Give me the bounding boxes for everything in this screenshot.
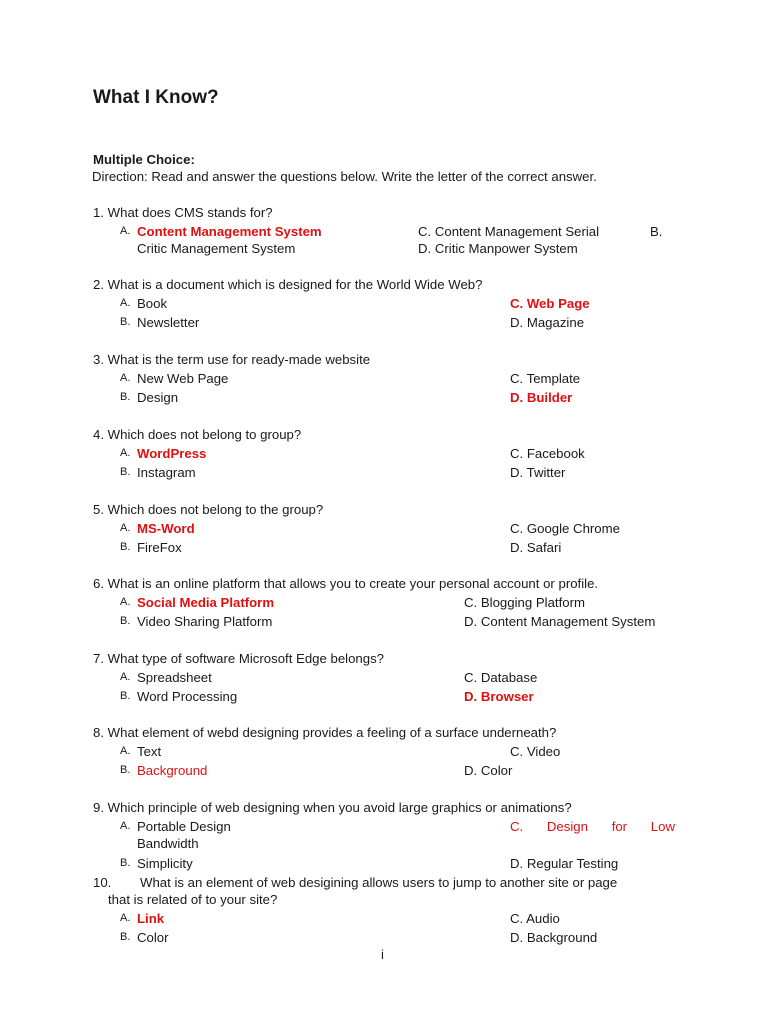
- q4-option-c: C. Facebook: [510, 446, 585, 461]
- q6-option-a-letter: A.: [120, 596, 131, 608]
- q2-option-b-letter: B.: [120, 316, 131, 328]
- q8-option-b-letter: B.: [120, 764, 131, 776]
- q7-option-b: Word Processing: [137, 689, 238, 704]
- q8-option-d: D. Color: [464, 763, 513, 778]
- q10-option-c: C. Audio: [510, 911, 560, 926]
- q7-option-a-letter: A.: [120, 671, 131, 683]
- question-9: 9. Which principle of web designing when you avoid large graphics or animations?: [93, 800, 572, 815]
- question-10: What is an element of web desigining allows users to jump to another site or page: [140, 875, 618, 890]
- q8-option-c: C. Video: [510, 744, 561, 759]
- q9-option-c-continued: Bandwidth: [137, 836, 199, 851]
- q6-option-b-letter: B.: [120, 615, 131, 627]
- q1-option-d: D. Critic Manpower System: [418, 241, 578, 256]
- direction-text: Direction: Read and answer the questions below. Write the letter of the correct answer.: [92, 169, 597, 184]
- q3-option-d: D. Builder: [510, 390, 573, 405]
- q9-option-a-letter: A.: [120, 820, 131, 832]
- q8-option-b: Background: [137, 763, 208, 778]
- q2-option-d: D. Magazine: [510, 315, 585, 330]
- q4-option-a: WordPress: [137, 446, 207, 461]
- page-number: i: [381, 947, 384, 962]
- q4-option-b: Instagram: [137, 465, 196, 480]
- question-1: 1. What does CMS stands for?: [93, 205, 273, 220]
- q6-option-d: D. Content Management System: [464, 614, 656, 629]
- question-8: 8. What element of webd designing provides a feeling of a surface underneath?: [93, 725, 557, 740]
- q3-option-b-letter: B.: [120, 391, 131, 403]
- q6-option-c: C. Blogging Platform: [464, 595, 585, 610]
- q3-option-a-letter: A.: [120, 372, 131, 384]
- q2-option-a: Book: [137, 296, 168, 311]
- question-10-continued: that is related of to your site?: [108, 892, 278, 907]
- q10-option-d: D. Background: [510, 930, 598, 945]
- q8-option-a-letter: A.: [120, 745, 131, 757]
- question-4: 4. Which does not belong to group?: [93, 427, 302, 442]
- q7-option-d: D. Browser: [464, 689, 534, 704]
- q10-option-b-letter: B.: [120, 931, 131, 943]
- q5-option-a-letter: A.: [120, 522, 131, 534]
- question-2: 2. What is a document which is designed for the World Wide Web?: [93, 277, 483, 292]
- q1-option-c: C. Content Management Serial: [418, 224, 600, 239]
- q9-option-b-letter: B.: [120, 857, 131, 869]
- q2-option-b: Newsletter: [137, 315, 200, 330]
- q5-option-d: D. Safari: [510, 540, 562, 555]
- q1-option-b: Critic Management System: [137, 241, 296, 256]
- q7-option-b-letter: B.: [120, 690, 131, 702]
- question-10-number: 10.: [93, 875, 112, 890]
- q7-option-c: C. Database: [464, 670, 538, 685]
- q1-option-a-letter: A.: [120, 225, 131, 237]
- section-heading: Multiple Choice:: [93, 152, 195, 167]
- q2-option-a-letter: A.: [120, 297, 131, 309]
- q5-option-b: FireFox: [137, 540, 182, 555]
- q7-option-a: Spreadsheet: [137, 670, 212, 685]
- q9-option-c: C. Design for Low: [510, 819, 675, 834]
- q3-option-a: New Web Page: [137, 371, 229, 386]
- q9-option-a: Portable Design: [137, 819, 231, 834]
- question-6: 6. What is an online platform that allows you to create your personal account or profile.: [93, 576, 599, 591]
- q4-option-b-letter: B.: [120, 466, 131, 478]
- q5-option-c: C. Google Chrome: [510, 521, 620, 536]
- q6-option-a: Social Media Platform: [137, 595, 275, 610]
- question-5: 5. Which does not belong to the group?: [93, 502, 324, 517]
- q2-option-c: C. Web Page: [510, 296, 590, 311]
- q4-option-d: D. Twitter: [510, 465, 566, 480]
- q3-option-b: Design: [137, 390, 179, 405]
- q1-option-a: Content Management System: [137, 224, 322, 239]
- q10-option-a: Link: [137, 911, 165, 926]
- q5-option-b-letter: B.: [120, 541, 131, 553]
- question-7: 7. What type of software Microsoft Edge belongs?: [93, 651, 385, 666]
- q9-option-d: D. Regular Testing: [510, 856, 619, 871]
- question-3: 3. What is the term use for ready-made website: [93, 352, 371, 367]
- q10-option-a-letter: A.: [120, 912, 131, 924]
- q3-option-c: C. Template: [510, 371, 581, 386]
- q10-option-b: Color: [137, 930, 169, 945]
- q6-option-b: Video Sharing Platform: [137, 614, 273, 629]
- q8-option-a: Text: [137, 744, 162, 759]
- q1-option-b-letter: B.: [650, 224, 663, 239]
- q5-option-a: MS-Word: [137, 521, 195, 536]
- q4-option-a-letter: A.: [120, 447, 131, 459]
- page-title: What I Know?: [93, 87, 219, 108]
- q9-option-b: Simplicity: [137, 856, 193, 871]
